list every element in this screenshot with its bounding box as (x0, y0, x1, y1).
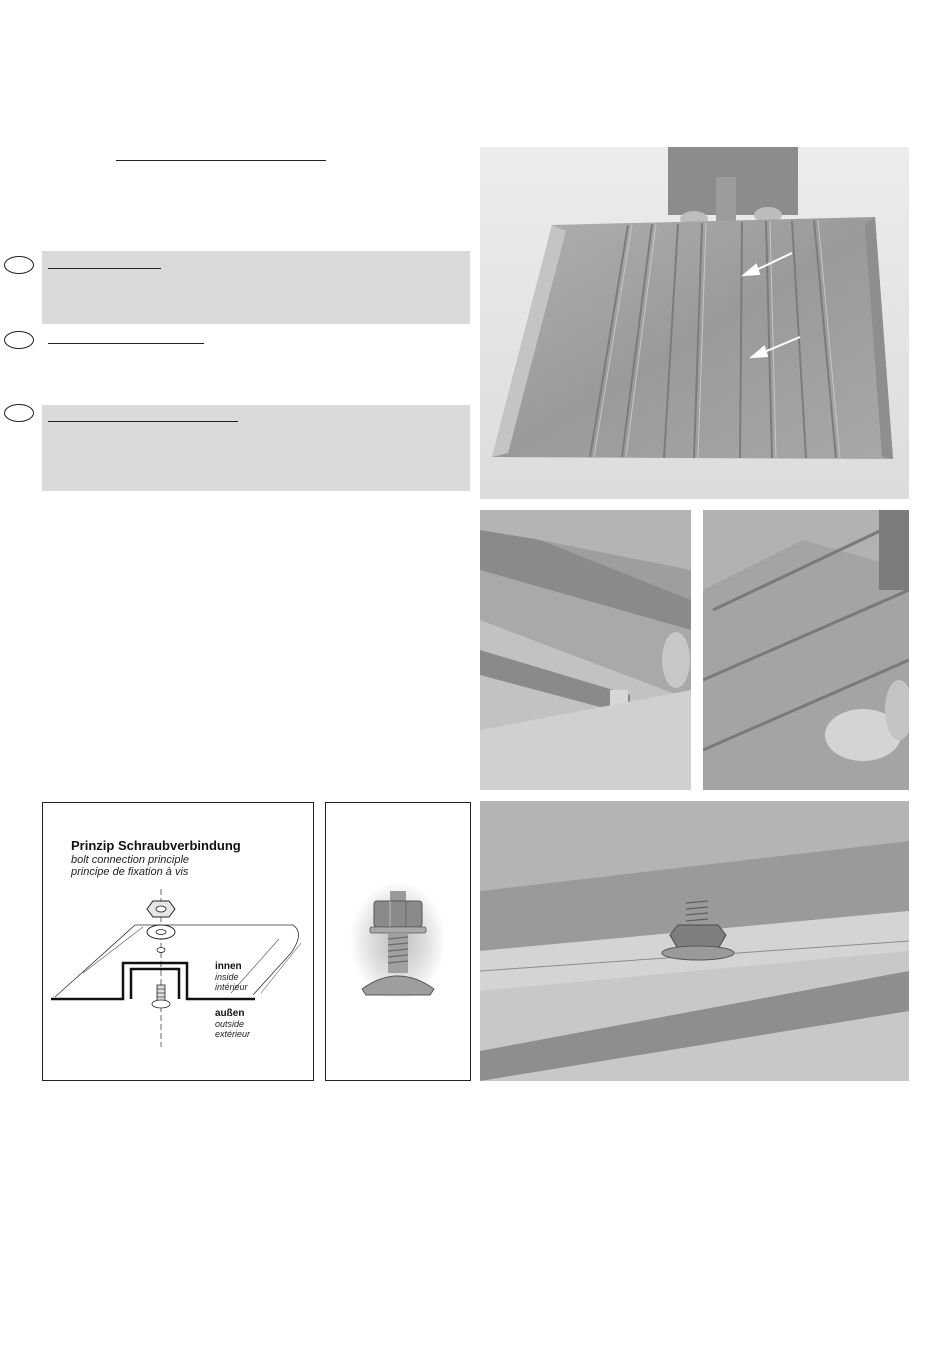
language-marker-2 (4, 331, 34, 349)
photo-panel-layout (480, 147, 909, 499)
bolt-connection-diagram (42, 802, 314, 1081)
diagram-drawing (43, 803, 313, 1080)
diagram-title: Prinzip Schraubverbindung (71, 838, 241, 853)
label-outside-de: außen (215, 1008, 245, 1019)
instruction-3-heading-rule (48, 421, 238, 422)
photo-bolt-hardware (325, 802, 471, 1081)
diagram-subtitle-en: bolt connection principle (71, 854, 190, 866)
photo-installed-bolt (480, 801, 909, 1081)
label-outside-fr: extérieur (215, 1029, 251, 1039)
label-inside-de: innen (215, 961, 242, 972)
photo-hand-pressing (703, 510, 909, 790)
instruction-box-2 (42, 326, 470, 396)
instruction-box-1 (42, 251, 470, 324)
language-marker-1 (4, 256, 34, 274)
instruction-1-heading-rule (48, 268, 161, 269)
label-inside-en: inside (215, 972, 239, 982)
label-outside-en: outside (215, 1019, 245, 1029)
language-marker-3 (4, 404, 34, 422)
heading-underline (116, 160, 326, 161)
instruction-2-heading-rule (48, 343, 204, 344)
label-inside-fr: intérieur (215, 982, 248, 992)
diagram-subtitle-fr: principe de fixation à vis (71, 866, 189, 878)
instruction-box-3 (42, 405, 470, 491)
photo-edge-joint (480, 510, 691, 790)
